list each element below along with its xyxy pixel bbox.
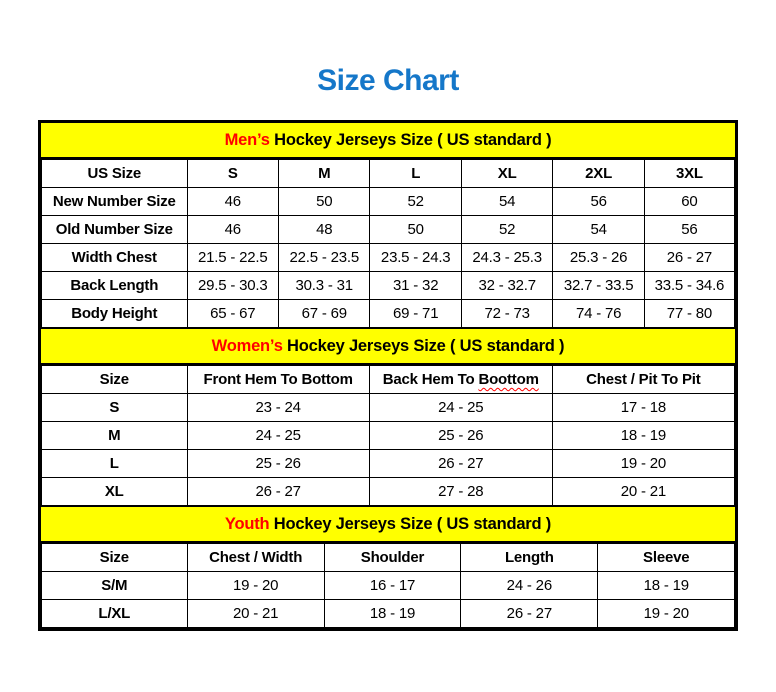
- section-header-text: Hockey Jerseys Size ( US standard ): [269, 131, 552, 149]
- column-header: S: [187, 160, 278, 188]
- row-label: L/XL: [42, 600, 188, 628]
- table-row: [42, 600, 735, 628]
- size-value: 77 - 80: [644, 300, 734, 328]
- section-header-text: Hockey Jerseys Size ( US standard ): [269, 515, 552, 533]
- column-header: 3XL: [644, 160, 734, 188]
- table-row: [42, 572, 735, 600]
- row-label: New Number Size: [42, 188, 188, 216]
- table-row: [42, 450, 735, 478]
- size-value: 18 - 19: [324, 600, 461, 628]
- size-value: 46: [187, 188, 278, 216]
- womens-size-table: [41, 365, 735, 506]
- mens-section-header: [41, 123, 735, 159]
- size-value: 48: [278, 216, 369, 244]
- table-row: [42, 394, 735, 422]
- size-value: 56: [553, 188, 644, 216]
- size-value: 24.3 - 25.3: [461, 244, 552, 272]
- youth-section-header: [41, 506, 735, 543]
- column-header: XL: [461, 160, 552, 188]
- section-header-highlight: Youth: [224, 515, 270, 533]
- table-row: [42, 216, 735, 244]
- size-value: 72 - 73: [461, 300, 552, 328]
- mens-section: [41, 123, 735, 328]
- size-value: 24 - 25: [369, 394, 552, 422]
- column-header: Sleeve: [598, 544, 735, 572]
- column-header: Size: [42, 366, 188, 394]
- row-label: XL: [42, 478, 188, 506]
- mens-size-table: [41, 159, 735, 328]
- size-value: 32.7 - 33.5: [553, 272, 644, 300]
- row-label: M: [42, 422, 188, 450]
- column-header: Front Hem To Bottom: [187, 366, 369, 394]
- size-value: 26 - 27: [369, 450, 552, 478]
- size-value: 60: [644, 188, 734, 216]
- size-value: 50: [278, 188, 369, 216]
- section-header-text: Hockey Jerseys Size ( US standard ): [282, 337, 565, 355]
- size-value: 17 - 18: [552, 394, 734, 422]
- column-header-row: [42, 544, 735, 572]
- size-value: 23 - 24: [187, 394, 369, 422]
- size-value: 50: [370, 216, 461, 244]
- size-value: 74 - 76: [553, 300, 644, 328]
- size-value: 52: [370, 188, 461, 216]
- table-row: [42, 272, 735, 300]
- size-value: 33.5 - 34.6: [644, 272, 734, 300]
- size-value: 26 - 27: [187, 478, 369, 506]
- size-value: 65 - 67: [187, 300, 278, 328]
- table-row: [42, 300, 735, 328]
- column-header-row: [42, 160, 735, 188]
- size-value: 26 - 27: [461, 600, 598, 628]
- column-header: Chest / Pit To Pit: [552, 366, 734, 394]
- row-label: Body Height: [42, 300, 188, 328]
- size-value: 46: [187, 216, 278, 244]
- column-header: Length: [461, 544, 598, 572]
- column-header: L: [370, 160, 461, 188]
- size-value: 18 - 19: [552, 422, 734, 450]
- column-header: Back Hem To Boottom: [369, 366, 552, 394]
- size-value: 31 - 32: [370, 272, 461, 300]
- column-header: M: [278, 160, 369, 188]
- row-label: S: [42, 394, 188, 422]
- size-value: 24 - 25: [187, 422, 369, 450]
- table-row: [42, 244, 735, 272]
- size-value: 54: [461, 188, 552, 216]
- size-chart-box: [38, 120, 738, 631]
- size-value: 22.5 - 23.5: [278, 244, 369, 272]
- row-label: S/M: [42, 572, 188, 600]
- misspelled-word: Boottom: [478, 371, 539, 388]
- size-value: 56: [644, 216, 734, 244]
- column-header: 2XL: [553, 160, 644, 188]
- row-label: Old Number Size: [42, 216, 188, 244]
- section-header-highlight: Men’s: [224, 131, 270, 149]
- size-value: 26 - 27: [644, 244, 734, 272]
- size-value: 32 - 32.7: [461, 272, 552, 300]
- row-label: Back Length: [42, 272, 188, 300]
- size-value: 24 - 26: [461, 572, 598, 600]
- column-header: US Size: [42, 160, 188, 188]
- size-value: 19 - 20: [598, 600, 735, 628]
- size-value: 20 - 21: [552, 478, 734, 506]
- table-row: [42, 188, 735, 216]
- table-row: [42, 478, 735, 506]
- size-value: 19 - 20: [187, 572, 324, 600]
- section-header-highlight: Women’s: [211, 337, 283, 355]
- size-value: 21.5 - 22.5: [187, 244, 278, 272]
- size-value: 54: [553, 216, 644, 244]
- table-row: [42, 422, 735, 450]
- womens-section-header: [41, 328, 735, 365]
- size-value: 27 - 28: [369, 478, 552, 506]
- size-value: 69 - 71: [370, 300, 461, 328]
- womens-section: [41, 328, 735, 506]
- youth-section: [41, 506, 735, 628]
- column-header: Size: [42, 544, 188, 572]
- size-value: 25 - 26: [187, 450, 369, 478]
- column-header: Shoulder: [324, 544, 461, 572]
- column-header-row: [42, 366, 735, 394]
- size-value: 23.5 - 24.3: [370, 244, 461, 272]
- size-value: 30.3 - 31: [278, 272, 369, 300]
- row-label: Width Chest: [42, 244, 188, 272]
- youth-size-table: [41, 543, 735, 628]
- size-value: 19 - 20: [552, 450, 734, 478]
- size-value: 16 - 17: [324, 572, 461, 600]
- size-value: 25.3 - 26: [553, 244, 644, 272]
- size-value: 20 - 21: [187, 600, 324, 628]
- column-header: Chest / Width: [187, 544, 324, 572]
- row-label: L: [42, 450, 188, 478]
- size-value: 29.5 - 30.3: [187, 272, 278, 300]
- size-value: 52: [461, 216, 552, 244]
- size-value: 25 - 26: [369, 422, 552, 450]
- size-value: 67 - 69: [278, 300, 369, 328]
- page-title: Size Chart: [317, 64, 459, 97]
- size-value: 18 - 19: [598, 572, 735, 600]
